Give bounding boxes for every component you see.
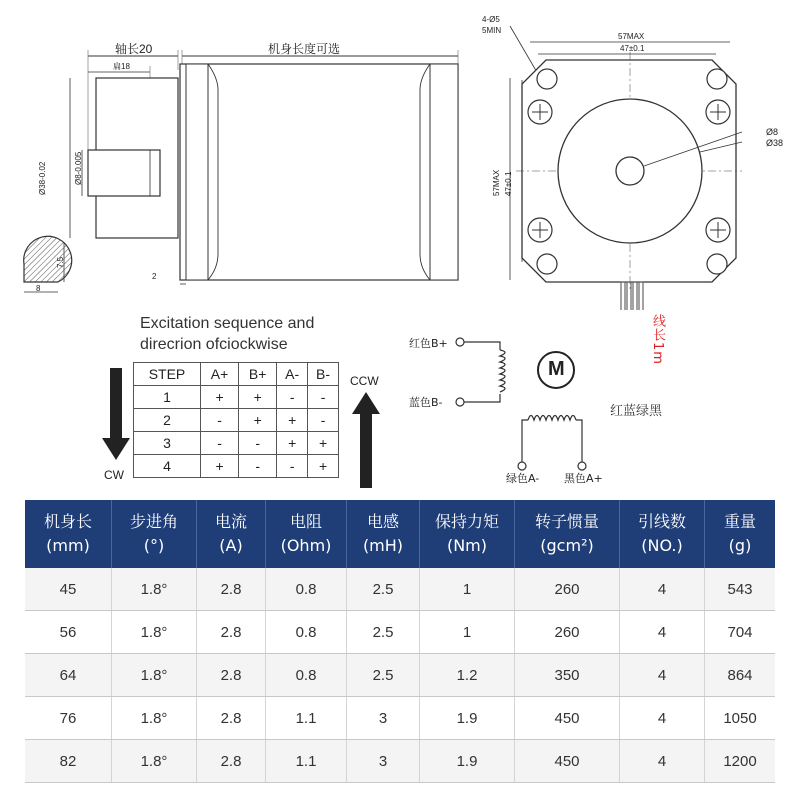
excitation-cell: - (201, 409, 239, 432)
excitation-cell: 2 (134, 409, 201, 432)
cell-body-length: 76 (25, 697, 112, 740)
cell-inductance: 2.5 (347, 611, 420, 654)
holes-label: 4-Ø5 (482, 15, 500, 24)
cell-lead-count: 4 (620, 697, 705, 740)
boss-diameter-label: Ø38-0.02 (38, 161, 47, 195)
header-inductance-name: 电感 (366, 512, 399, 531)
excitation-cell: + (239, 386, 277, 409)
header-holding-torque (420, 500, 515, 568)
cell-weight: 704 (705, 611, 776, 654)
header-holding-torque-unit: (Nm) (446, 536, 488, 555)
header-resistance (266, 500, 347, 568)
shaft-length-label: 轴长20 (115, 42, 153, 56)
cell-lead-count: 4 (620, 611, 705, 654)
excitation-row (134, 432, 339, 455)
cell-holding-torque: 1.9 (420, 740, 515, 783)
cell-resistance: 1.1 (266, 740, 347, 783)
cell-holding-torque: 1.9 (420, 697, 515, 740)
header-current-unit: (A) (219, 536, 243, 555)
cell-step-angle: 1.8° (112, 654, 197, 697)
dia38-label: Ø38 (766, 138, 784, 148)
pitch-vertical-label: 47±0.1 (504, 171, 513, 196)
header-body-length-name: 机身长 (43, 512, 92, 531)
wire-green-label: 绿色A- (506, 472, 540, 485)
cell-inductance: 3 (347, 697, 420, 740)
header-rotor-inertia-unit: (gcm²) (540, 536, 594, 555)
excitation-cell: - (308, 409, 339, 432)
cell-holding-torque: 1 (420, 568, 515, 611)
excitation-row (134, 386, 339, 409)
cell-rotor-inertia: 350 (515, 654, 620, 697)
excitation-cell: + (239, 409, 277, 432)
holes-min-label: 5MIN (482, 26, 502, 35)
excitation-row (134, 409, 339, 432)
excitation-cell: - (239, 455, 277, 478)
header-resistance-unit: (Ohm) (280, 536, 332, 555)
cell-body-length: 45 (25, 568, 112, 611)
cell-step-angle: 1.8° (112, 697, 197, 740)
cell-current: 2.8 (197, 697, 266, 740)
cell-current: 2.8 (197, 654, 266, 697)
excitation-title-line1: Excitation sequence and (140, 315, 315, 332)
excitation-cell: - (239, 432, 277, 455)
excitation-cell: + (277, 409, 308, 432)
header-inductance-unit: (mH) (362, 536, 404, 555)
table-row (25, 568, 775, 611)
cell-holding-torque: 1 (420, 611, 515, 654)
spec-table (25, 500, 775, 783)
ccw-label: CCW (350, 374, 379, 388)
cell-lead-count: 4 (620, 654, 705, 697)
max-width-label: 57MAX (618, 32, 645, 41)
motor-symbol-label: M (548, 358, 565, 380)
spec-header-row (25, 500, 775, 568)
wire-black-label: 黑色A+ (564, 472, 603, 485)
cell-body-length: 82 (25, 740, 112, 783)
header-weight (705, 500, 776, 568)
header-current-name: 电流 (214, 512, 247, 531)
lead-colors-label: 红蓝绿黑 (610, 404, 663, 419)
header-step-angle-name: 步进角 (129, 512, 178, 531)
flat-width-label: 8 (36, 284, 41, 293)
cell-resistance: 1.1 (266, 697, 347, 740)
header-holding-torque-name: 保持力矩 (434, 512, 499, 531)
cell-rotor-inertia: 450 (515, 740, 620, 783)
excitation-row (134, 455, 339, 478)
header-step-angle-unit: (°) (143, 536, 165, 555)
body-length-label: 机身长度可选 (268, 42, 341, 56)
excitation-cell: + (308, 455, 339, 478)
excitation-cell: - (277, 386, 308, 409)
cell-current: 2.8 (197, 611, 266, 654)
wire-blue-label: 蓝色B- (409, 396, 443, 409)
header-weight-name: 重量 (723, 512, 756, 531)
cell-weight: 1050 (705, 697, 776, 740)
table-row (25, 611, 775, 654)
excitation-cell: 1 (134, 386, 201, 409)
gap-label: 2 (152, 272, 157, 281)
header-step-angle (112, 500, 197, 568)
header-current (197, 500, 266, 568)
cell-resistance: 0.8 (266, 654, 347, 697)
cell-step-angle: 1.8° (112, 740, 197, 783)
cell-weight: 1200 (705, 740, 776, 783)
cell-body-length: 64 (25, 654, 112, 697)
max-height-label: 57MAX (492, 169, 501, 196)
excitation-cell: 4 (134, 455, 201, 478)
wire-red-label: 红色B+ (409, 337, 448, 350)
cell-current: 2.8 (197, 568, 266, 611)
header-weight-unit: (g) (728, 536, 752, 555)
cell-holding-torque: 1.2 (420, 654, 515, 697)
cell-inductance: 3 (347, 740, 420, 783)
excitation-header-step: STEP (134, 363, 201, 386)
header-body-length (25, 500, 112, 568)
header-body-length-unit: (mm) (46, 536, 90, 555)
excitation-cell: + (201, 455, 239, 478)
header-rotor-inertia (515, 500, 620, 568)
excitation-title (140, 313, 314, 355)
flat-length-label (113, 61, 130, 72)
table-row (25, 740, 775, 783)
cw-label: CW (104, 468, 124, 482)
header-resistance-name: 电阻 (289, 512, 322, 531)
excitation-cell: + (308, 432, 339, 455)
dia8-label: Ø8 (766, 127, 779, 137)
cell-step-angle: 1.8° (112, 568, 197, 611)
cell-body-length: 56 (25, 611, 112, 654)
header-inductance (347, 500, 420, 568)
flat-prefix: 扁 (113, 62, 121, 71)
excitation-header-a-plus: A+ (201, 363, 239, 386)
table-row (25, 697, 775, 740)
excitation-cell: - (308, 386, 339, 409)
excitation-header-b-minus: B- (308, 363, 339, 386)
pitch-label: 47±0.1 (620, 44, 645, 53)
header-lead-count-unit: (NO.) (641, 536, 683, 555)
cell-resistance: 0.8 (266, 568, 347, 611)
excitation-header-a-minus: A- (277, 363, 308, 386)
excitation-cell: + (201, 386, 239, 409)
cell-step-angle: 1.8° (112, 611, 197, 654)
excitation-cell: - (277, 455, 308, 478)
cell-weight: 864 (705, 654, 776, 697)
excitation-cell: + (277, 432, 308, 455)
excitation-header-row (134, 363, 339, 386)
excitation-table (133, 362, 339, 478)
cell-current: 2.8 (197, 740, 266, 783)
side-view-drawing (0, 0, 480, 310)
flat-length: 18 (121, 62, 130, 71)
flat-height-label: 7.5 (56, 256, 65, 268)
excitation-title-line2: direcrion ofciockwise (140, 336, 288, 353)
cell-inductance: 2.5 (347, 654, 420, 697)
table-row (25, 654, 775, 697)
header-rotor-inertia-name: 转子惯量 (534, 512, 599, 531)
cell-weight: 543 (705, 568, 776, 611)
shaft-diameter-label: Ø8-0.005 (74, 151, 83, 185)
excitation-cell: - (201, 432, 239, 455)
excitation-cell: 3 (134, 432, 201, 455)
excitation-header-b-plus: B+ (239, 363, 277, 386)
cell-resistance: 0.8 (266, 611, 347, 654)
cell-rotor-inertia: 260 (515, 611, 620, 654)
header-lead-count (620, 500, 705, 568)
header-lead-count-name: 引线数 (637, 512, 686, 531)
lead-length-label: 线长1m (650, 314, 665, 365)
cell-lead-count: 4 (620, 740, 705, 783)
cell-rotor-inertia: 450 (515, 697, 620, 740)
cell-inductance: 2.5 (347, 568, 420, 611)
cell-rotor-inertia: 260 (515, 568, 620, 611)
cell-lead-count: 4 (620, 568, 705, 611)
